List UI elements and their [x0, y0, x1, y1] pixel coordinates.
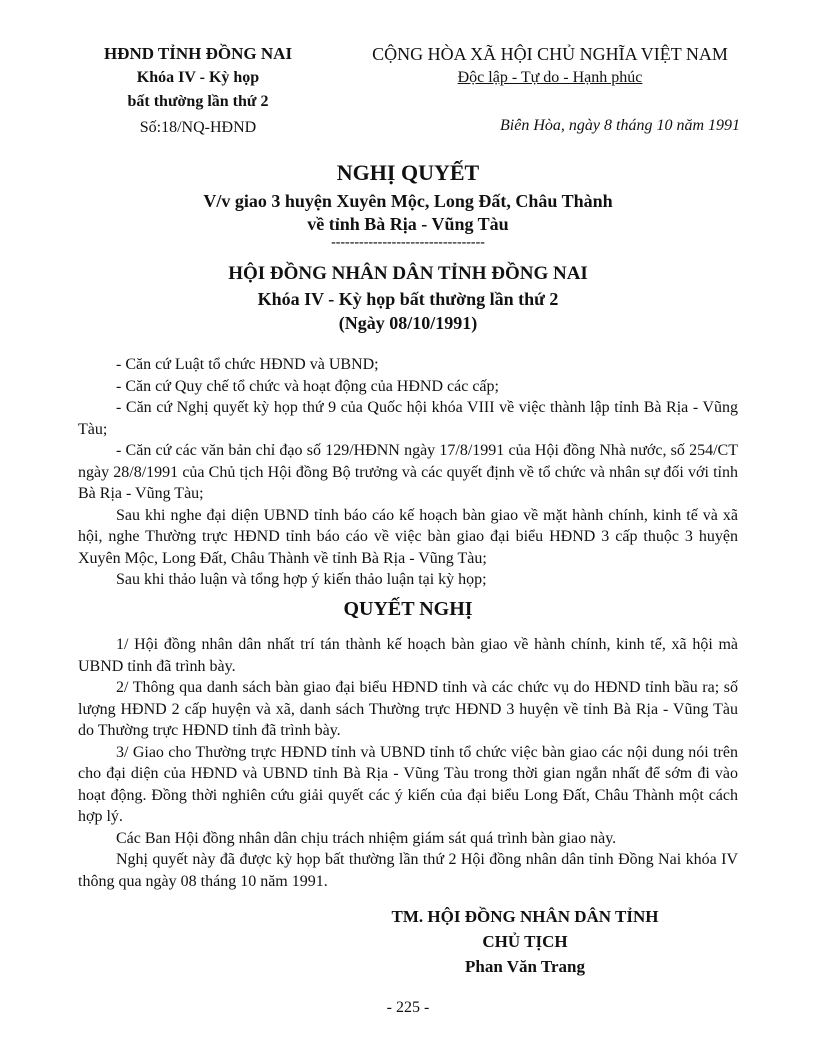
council-date: (Ngày 08/10/1991) — [338, 313, 478, 333]
signature-on-behalf: TM. HỘI ĐỒNG NHÂN DÂN TỈNH — [391, 907, 659, 926]
preamble-item: - Căn cứ các văn bản chỉ đạo số 129/HĐNN ngày 17/8/1991 của Hội đồng Nhà nước, số 254/CT ngày 28/8/1991 của Chủ tịch Hội đồng Bộ trưởng và các quyết định về tổ chức và nhân sự đối với tỉnh Bà Rịa - Vũng Tàu; — [78, 442, 738, 502]
session-line-2: bất thường lần thứ 2 — [127, 93, 269, 110]
subject-line-1: V/v giao 3 huyện Xuyên Mộc, Long Đất, Châu Thành — [203, 191, 613, 211]
title-separator: --------------------------------- — [331, 235, 485, 250]
decision-item: 1/ Hội đồng nhân dân nhất trí tán thành kế hoạch bàn giao về hành chính, kinh tế, xã hội mà UBND tỉnh đã trình bày. — [78, 636, 738, 675]
preamble — [78, 354, 738, 591]
decisions — [78, 634, 738, 892]
council-name: HỘI ĐỒNG NHÂN DÂN TỈNH ĐỒNG NAI — [228, 263, 588, 284]
page-number: - 225 - — [386, 999, 430, 1016]
decision-item: Các Ban Hội đồng nhân dân chịu trách nhiệm giám sát quá trình bàn giao này. — [116, 829, 617, 847]
decision-item: Nghị quyết này đã được kỳ họp bất thường lần thứ 2 Hội đồng nhân dân tỉnh Đồng Nai khóa IV thông qua ngày 08 tháng 10 năm 1991. — [78, 851, 738, 890]
preamble-item: Sau khi nghe đại diện UBND tỉnh báo cáo kế hoạch bàn giao về mặt hành chính, kinh tế và xã hội, nghe Thường trực HĐND tỉnh báo cáo về việc bàn giao đại biểu HĐND 3 cấp thuộc 3 huyện Xuyên Mộc, Long Đất, Châu Thành về tỉnh Bà Rịa - Vũng Tàu; — [78, 506, 738, 567]
national-motto: Độc lập - Tự do - Hạnh phúc — [457, 69, 643, 86]
session-line-1: Khóa IV - Kỳ họp — [136, 69, 260, 86]
council-session: Khóa IV - Kỳ họp bất thường lần thứ 2 — [257, 289, 559, 309]
decision-heading: QUYẾT NGHỊ — [343, 598, 473, 620]
country-name: CỘNG HÒA XÃ HỘI CHỦ NGHĨA VIỆT NAM — [372, 44, 728, 64]
signature-block — [330, 904, 720, 979]
preamble-item: - Căn cứ Nghị quyết kỳ họp thứ 9 của Quốc hội khóa VIII về việc thành lập tỉnh Bà Rịa - Vũng Tàu; — [78, 399, 738, 438]
place-date: Biên Hòa, ngày 8 tháng 10 năm 1991 — [500, 117, 740, 134]
decision-item: 3/ Giao cho Thường trực HĐND tỉnh và UBND tỉnh tổ chức việc bàn giao các nội dung nói trên cho đại diện của HĐND và UBND tỉnh Bà Rịa - Vũng Tàu trong thời gian ngắn nhất để sớm đi vào hoạt động. Đồng thời nghiên cứu giải quyết các ý kiến của đại biểu Long Đất, Châu Thành một cách hợp lý. — [78, 743, 738, 825]
subject-line-2: về tỉnh Bà Rịa - Vũng Tàu — [307, 214, 509, 234]
preamble-item: - Căn cứ Luật tổ chức HĐND và UBND; — [116, 356, 379, 373]
document-number: Số:18/NQ-HĐND — [139, 119, 257, 136]
preamble-item: - Căn cứ Quy chế tổ chức và hoạt động của HĐND các cấp; — [116, 377, 499, 395]
national-header-block — [350, 42, 750, 90]
issuing-authority-block — [78, 42, 318, 140]
signature-title: CHỦ TỊCH — [482, 932, 568, 951]
signature-name: Phan Văn Trang — [465, 957, 585, 976]
issuing-org: HĐND TỈNH ĐỒNG NAI — [103, 44, 293, 63]
preamble-item: Sau khi thảo luận và tổng hợp ý kiến thảo luận tại kỳ họp; — [116, 571, 487, 588]
decision-item: 2/ Thông qua danh sách bàn giao đại biểu HĐND tỉnh và các chức vụ do HĐND tỉnh bầu ra; số lượng HĐND 2 cấp huyện và xã, danh sách Thường trực HĐND 3 huyện về tỉnh Bà Rịa - Vũng Tàu do Thường trực HĐND tỉnh đã trình bày. — [78, 679, 738, 739]
document-title: NGHỊ QUYẾT — [336, 160, 480, 185]
